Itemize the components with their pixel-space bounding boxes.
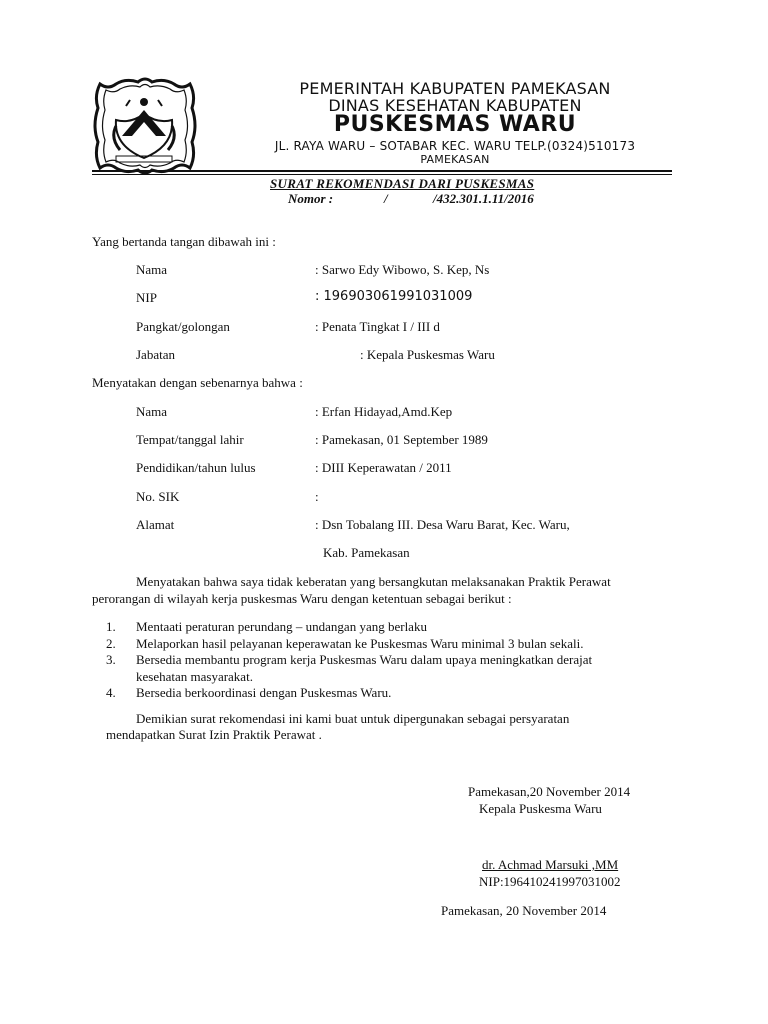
regency-emblem-logo	[86, 76, 204, 176]
terms-item	[136, 669, 726, 686]
terms-item-text: Bersedia membantu program kerja Puskesmas Waru dalam upaya meningkatkan derajat	[136, 652, 593, 667]
document-number-code: /432.301.1.11/2016	[433, 191, 534, 206]
signer-name-label: Nama	[136, 262, 168, 277]
signer-name-value: : Sarwo Edy Wibowo, S. Kep, Ns	[315, 262, 490, 277]
subject-name-label: Nama	[136, 404, 168, 419]
subject-sik-label: No. SIK	[136, 489, 180, 504]
signer-nip-value: : 196903061991031009	[315, 289, 473, 304]
terms-item	[106, 619, 726, 636]
letterhead-government: PEMERINTAH KABUPATEN PAMEKASAN	[299, 79, 611, 98]
signer-rank-value: : Penata Tingkat I / III d	[315, 319, 440, 334]
signature-name: dr. Achmad Marsuki ,MM	[482, 857, 619, 872]
subject-sik-value: :	[315, 489, 319, 504]
terms-item	[106, 635, 726, 653]
terms-item	[106, 685, 726, 702]
closing-line-2: mendapatkan Surat Izin Praktik Perawat .	[106, 727, 322, 742]
terms-item-text: kesehatan masyarakat.	[136, 668, 253, 684]
terms-item-number: 4.	[106, 685, 116, 700]
signature-nip: NIP:196410241997031002	[479, 874, 621, 889]
signature-position: Kepala Puskesma Waru	[479, 801, 602, 816]
letterhead-divider-thin	[92, 174, 672, 175]
subject-address-label: Alamat	[136, 517, 175, 532]
signer-rank-label: Pangkat/golongan	[136, 319, 230, 334]
footer-date: Pamekasan, 20 November 2014	[441, 903, 607, 918]
subject-intro: Menyatakan dengan sebenarnya bahwa :	[92, 375, 303, 390]
statement-line-2: perorangan di wilayah kerja puskesmas Waru dengan ketentuan sebagai berikut :	[92, 591, 512, 606]
subject-birth-label: Tempat/tanggal lahir	[136, 432, 244, 447]
document-number-slash: /	[384, 191, 388, 206]
document-number-label: Nomor :	[288, 191, 334, 206]
signer-position-label: Jabatan	[136, 347, 175, 362]
letterhead-divider-thick	[92, 170, 672, 172]
terms-item	[106, 652, 726, 669]
terms-item-number: 1.	[106, 619, 116, 634]
terms-item-text: Melaporkan hasil pelayanan keperawatan ke Puskesmas Waru minimal 3 bulan sekali.	[136, 635, 584, 651]
letterhead-institution: PUSKESMAS WARU	[333, 112, 577, 137]
letterhead-department: DINAS KESEHATAN KABUPATEN	[328, 96, 582, 115]
closing-line-1: Demikian surat rekomendasi ini kami buat untuk dipergunakan sebagai persyaratan	[136, 711, 570, 726]
terms-item-number: 2.	[106, 635, 116, 651]
statement-line-1: Menyatakan bahwa saya tidak keberatan yang bersangkutan melaksanakan Praktik Perawat	[136, 574, 611, 589]
subject-education-value: : DIII Keperawatan / 2011	[315, 460, 452, 475]
document-title: SURAT REKOMENDASI DARI PUSKESMAS	[270, 176, 535, 191]
terms-item-text: Mentaati peraturan perundang – undangan yang berlaku	[136, 619, 427, 634]
subject-address-continuation: Kab. Pamekasan	[323, 545, 410, 560]
subject-birth-value: : Pamekasan, 01 September 1989	[315, 432, 488, 447]
signature-place-date: Pamekasan,20 November 2014	[468, 784, 631, 799]
subject-name-value: : Erfan Hidayad,Amd.Kep	[315, 404, 453, 419]
terms-list	[92, 619, 726, 702]
signer-intro: Yang bertanda tangan dibawah ini :	[92, 234, 276, 249]
letterhead-address: JL. RAYA WARU – SOTABAR KEC. WARU TELP.(0324)510173	[274, 139, 636, 153]
signer-position-value: : Kepala Puskesmas Waru	[360, 347, 495, 362]
subject-address-value: : Dsn Tobalang III. Desa Waru Barat, Kec. Waru,	[315, 517, 570, 532]
signer-nip-label: NIP	[136, 290, 157, 305]
letterhead-city: PAMEKASAN	[420, 153, 490, 166]
subject-education-label: Pendidikan/tahun lulus	[136, 460, 256, 475]
terms-item-text: Bersedia berkoordinasi dengan Puskesmas Waru.	[136, 685, 392, 700]
terms-item-number: 3.	[106, 652, 116, 667]
